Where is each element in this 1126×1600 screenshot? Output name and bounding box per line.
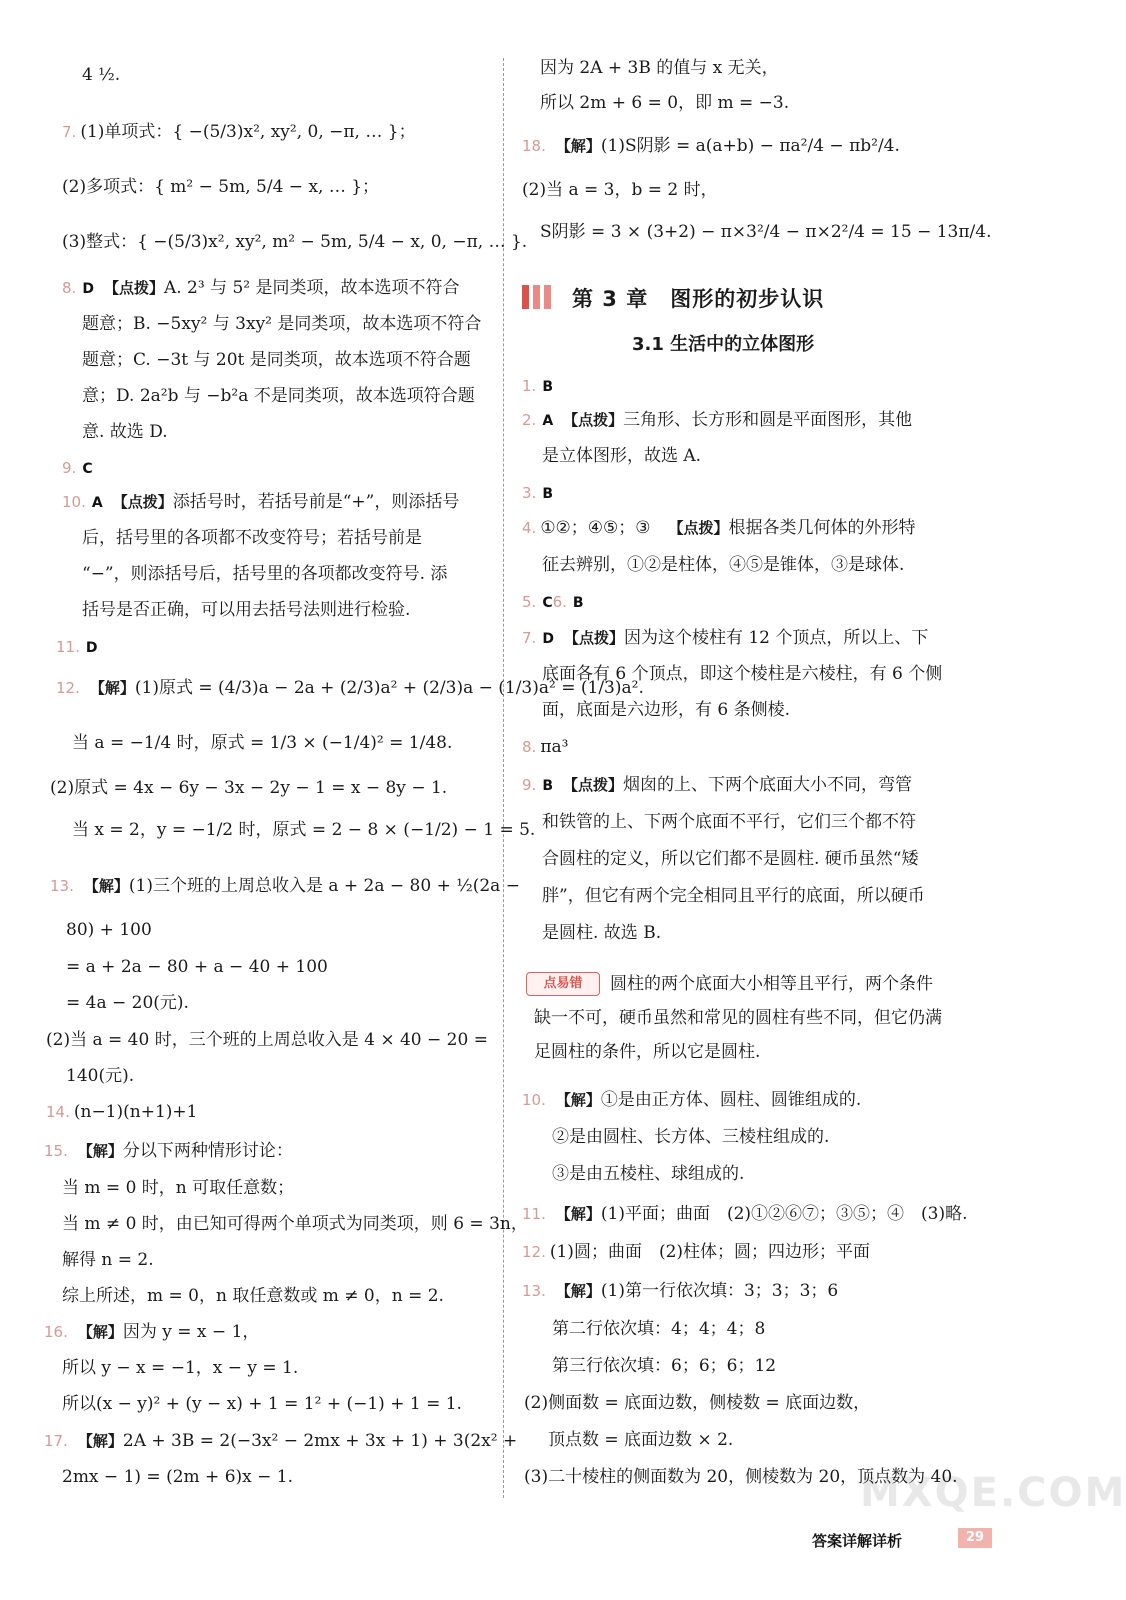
- left-answer-line: [72, 733, 452, 754]
- question-number: 14.: [46, 1103, 70, 1121]
- left-answer-line: [82, 65, 120, 86]
- answer-text: 2A + 3B = 2(−3x² − 2mx + 3x + 1) + 3(2x² +: [122, 1431, 518, 1451]
- right-answer-line: [552, 1164, 744, 1185]
- right-answer-line: [552, 1356, 776, 1377]
- answer-choice: C: [542, 595, 553, 611]
- answer-text: (2)原式 = 4x − 6y − 3x − 2y − 1 = x − 8y − 1.: [50, 778, 448, 798]
- hint-tag: 【解】: [89, 679, 135, 697]
- left-answer-line: [72, 820, 535, 841]
- question-number: 3.: [522, 484, 537, 502]
- answer-text: (1)平面；曲面 (2)①②⑥⑦；③⑤；④ (3)略.: [600, 1204, 968, 1224]
- right-answer-line: [522, 483, 553, 504]
- left-answer-line: [82, 386, 475, 407]
- left-answer-line: [66, 993, 189, 1014]
- footer-label: 答案详解详析: [812, 1532, 903, 1550]
- chapter-bars-decoration: [522, 285, 555, 314]
- right-answer-line: [522, 180, 718, 201]
- right-answer-line: [542, 664, 942, 685]
- left-answer-line: [82, 528, 422, 549]
- left-answer-line: [50, 876, 520, 897]
- hint-tag: 【点拨】: [112, 493, 173, 511]
- right-answer-line: [610, 974, 933, 995]
- right-answer-line: [534, 1042, 760, 1063]
- answer-text: 因为 2A + 3B 的值与 x 无关，: [540, 58, 779, 78]
- answer-text: 足圆柱的条件，所以它是圆柱.: [534, 1042, 761, 1062]
- right-answer-line: [522, 592, 584, 613]
- answer-text: 后，括号里的各项都不改变符号；若括号前是: [82, 528, 422, 548]
- hint-tag: 【点拨】: [668, 519, 729, 537]
- question-number: 16.: [44, 1323, 68, 1341]
- hint-tag: 【解】: [77, 1432, 123, 1450]
- answer-choice: B: [542, 486, 553, 502]
- answer-choice: A: [542, 413, 554, 429]
- answer-text: = a + 2a − 80 + a − 40 + 100: [66, 957, 328, 977]
- right-answer-line: [542, 886, 925, 907]
- left-answer-line: [46, 1102, 197, 1123]
- question-number: 8.: [522, 738, 537, 756]
- answer-choice: A: [91, 495, 103, 511]
- watermark: MXQE.COM: [860, 1470, 1126, 1516]
- answer-text: 意；D. 2a²b 与 −b²a 不是同类项，故本选项符合题: [82, 386, 475, 406]
- answer-text: 添括号时，若括号前是“+”，则添括号: [172, 492, 460, 512]
- hint-tag: 【解】: [77, 1323, 123, 1341]
- answer-choice: D: [542, 631, 554, 647]
- answer-text: ③是由五棱柱、球组成的.: [552, 1164, 745, 1184]
- left-answer-line: [62, 1394, 462, 1415]
- left-answer-line: [62, 1358, 298, 1379]
- answer-text: “−”，则添括号后，括号里的各项都改变符号. 添: [82, 564, 448, 584]
- question-number: 7.: [522, 629, 537, 647]
- section-title: 3.1 生活中的立体图形: [632, 334, 815, 355]
- right-answer-line: [522, 1204, 968, 1225]
- answer-text: 因为这个棱柱有 12 个顶点，所以上、下: [623, 628, 929, 648]
- question-number: 6.: [552, 593, 567, 611]
- right-answer-line: [522, 1090, 861, 1111]
- question-number: 7.: [62, 123, 77, 141]
- right-answer-line: [548, 1430, 733, 1451]
- hint-tag: 【点拨】: [562, 776, 623, 794]
- answer-choice: D: [85, 640, 98, 656]
- answer-text: 征去辨别，①②是柱体，④⑤是锥体，③是球体.: [542, 555, 905, 575]
- answer-text: (1)三个班的上周总收入是 a + 2a − 80 + ½(2a −: [128, 876, 520, 896]
- question-number: 12.: [522, 1243, 546, 1261]
- answer-text: 缺一不可，硬币虽然和常见的圆柱有些不同，但它仍满: [534, 1008, 942, 1028]
- left-answer-line: [66, 957, 328, 978]
- left-answer-line: [50, 778, 447, 799]
- question-number: 17.: [44, 1432, 68, 1450]
- right-answer-line: [522, 136, 900, 157]
- right-answer-line: [542, 923, 661, 944]
- hint-tag: 【解】: [83, 877, 129, 895]
- right-answer-line: [542, 446, 701, 467]
- left-answer-line: [62, 458, 93, 479]
- right-answer-line: [540, 58, 779, 79]
- answer-text: (1)S阴影 = a(a+b) − πa²/4 − πb²/4.: [600, 136, 900, 156]
- answer-text: πa³: [540, 737, 569, 757]
- question-number: 18.: [522, 137, 546, 155]
- chapter-heading: [522, 283, 1022, 313]
- answer-text: ①②；④⑤；③: [540, 518, 651, 538]
- answer-text: (1)原式 = (4/3)a − 2a + (2/3)a² + (2/3)a − (1/3)a² = (1/3)a².: [134, 678, 644, 698]
- left-answer-line: [82, 422, 168, 443]
- question-number: 13.: [522, 1282, 546, 1300]
- answer-text: (3)二十棱柱的侧面数为 20，侧棱数为 20，顶点数为 40.: [524, 1467, 958, 1487]
- left-answer-line: [62, 232, 527, 253]
- answer-text: 圆柱的两个底面大小相等且平行，两个条件: [610, 974, 933, 994]
- right-answer-line: [534, 1008, 942, 1029]
- answer-text: 是圆柱. 故选 B.: [542, 923, 662, 943]
- right-answer-line: [522, 628, 928, 649]
- answer-text: 解得 n = 2.: [62, 1250, 154, 1270]
- answer-text: 所以(x − y)² + (y − x) + 1 = 1² + (−1) + 1 = 1.: [62, 1394, 462, 1414]
- answer-text: 胖”，但它有两个完全相同且平行的底面，所以硬币: [542, 886, 925, 906]
- right-answer-line: [522, 737, 568, 758]
- answer-text: (3)整式：{ −(5/3)x², xy², m² − 5m, 5/4 − x, 0, −π, … }.: [62, 232, 528, 252]
- error-note-badge: 点易错: [526, 972, 600, 996]
- question-number: 10.: [522, 1091, 546, 1109]
- answer-text: 140(元).: [66, 1066, 135, 1086]
- right-answer-line: [552, 1127, 829, 1148]
- answer-text: ②是由圆柱、长方体、三棱柱组成的.: [552, 1127, 830, 1147]
- hint-tag: 【解】: [555, 1205, 601, 1223]
- answer-text: A. 2³ 与 5² 是同类项，故本选项不符合: [163, 278, 460, 298]
- answer-text: 4 ½.: [82, 65, 121, 85]
- answer-text: 当 m ≠ 0 时，由已知可得两个单项式为同类项，则 6 = 3n，: [62, 1214, 528, 1234]
- left-answer-line: [62, 122, 416, 143]
- left-answer-line: [62, 177, 379, 198]
- answer-text: 综上所述，m = 0，n 取任意数或 m ≠ 0，n = 2.: [62, 1286, 444, 1306]
- answer-text: 2mx − 1) = (2m + 6)x − 1.: [62, 1467, 294, 1487]
- answer-choice: C: [82, 461, 93, 477]
- chapter-title: 第 3 章 图形的初步认识: [572, 287, 825, 311]
- answer-choice: B: [542, 379, 553, 395]
- right-answer-line: [522, 1242, 870, 1263]
- question-number: 9.: [62, 459, 77, 477]
- left-answer-line: [82, 600, 410, 621]
- right-answer-line: [522, 1281, 838, 1302]
- left-answer-line: [82, 350, 471, 371]
- question-number: 13.: [50, 877, 74, 895]
- answer-text: (1)圆；曲面 (2)柱体；圆；四边形；平面: [549, 1242, 871, 1262]
- right-answer-line: [542, 555, 904, 576]
- left-answer-line: [46, 1030, 488, 1051]
- answer-text: 烟囱的上、下两个底面大小不同，弯管: [623, 775, 912, 795]
- question-number: 1.: [522, 377, 537, 395]
- answer-text: 面，底面是六边形，有 6 条侧棱.: [542, 700, 791, 720]
- question-number: 10.: [62, 493, 86, 511]
- hint-tag: 【点拨】: [103, 279, 164, 297]
- answer-text: 因为 y = x − 1，: [122, 1322, 260, 1342]
- left-answer-line: [66, 1066, 134, 1087]
- question-number: 8.: [62, 279, 77, 297]
- right-answer-line: [524, 1467, 958, 1488]
- left-answer-line: [66, 920, 152, 941]
- answer-text: 当 a = −1/4 时，原式 = 1/3 × (−1/4)² = 1/48.: [72, 733, 453, 753]
- right-answer-line: [542, 700, 790, 721]
- left-answer-line: [62, 1250, 154, 1271]
- left-answer-line: [44, 1322, 259, 1343]
- answer-text: 第二行依次填：4；4；4；8: [552, 1319, 766, 1339]
- answer-text: (2)当 a = 40 时，三个班的上周总收入是 4 × 40 − 20 =: [46, 1030, 488, 1050]
- answer-text: 和铁管的上、下两个底面不平行，它们三个都不符: [542, 812, 916, 832]
- answer-choice: B: [572, 595, 584, 611]
- answer-text: 底面各有 6 个顶点，即这个棱柱是六棱柱，有 6 个侧: [542, 664, 943, 684]
- answer-text: 分以下两种情形讨论：: [122, 1141, 293, 1161]
- answer-choice: D: [82, 281, 94, 297]
- answer-text: (2)当 a = 3，b = 2 时，: [522, 180, 718, 200]
- right-answer-line: [552, 1319, 765, 1340]
- left-answer-line: [62, 492, 459, 513]
- answer-text: 所以 y − x = −1，x − y = 1.: [62, 1358, 299, 1378]
- answer-text: 所以 2m + 6 = 0，即 m = −3.: [540, 93, 790, 113]
- answer-text: 意. 故选 D.: [82, 422, 168, 442]
- right-answer-line: [524, 1393, 870, 1414]
- answer-text: (n−1)(n+1)+1: [73, 1102, 198, 1122]
- answer-text: 根据各类几何体的外形特: [728, 518, 916, 538]
- hint-tag: 【解】: [555, 137, 601, 155]
- answer-text: 合圆柱的定义，所以它们都不是圆柱. 硬币虽然“矮: [542, 849, 919, 869]
- hint-tag: 【解】: [77, 1142, 123, 1160]
- question-number: 4.: [522, 519, 537, 537]
- answer-text: 当 m = 0 时，n 可取任意数；: [62, 1178, 295, 1198]
- answer-text: (1)单项式：{ −(5/3)x², xy², 0, −π, … }；: [80, 122, 416, 142]
- answer-choice: B: [542, 778, 553, 794]
- answer-text: S阴影 = 3 × (3+2) − π×3²/4 − π×2²/4 = 15 − 13π/4.: [540, 222, 992, 242]
- answer-text: (2)侧面数 = 底面边数，侧棱数 = 底面边数，: [524, 1393, 871, 1413]
- answer-text: ①是由正方体、圆柱、圆锥组成的.: [600, 1090, 862, 1110]
- answer-text: (1)第一行依次填：3；3；3；6: [600, 1281, 839, 1301]
- answer-text: (2)多项式：{ m² − 5m, 5/4 − x, … }；: [62, 177, 380, 197]
- left-answer-line: [56, 637, 97, 658]
- answer-text: 三角形、长方形和圆是平面图形，其他: [623, 410, 913, 430]
- answer-text: 括号是否正确，可以用去括号法则进行检验.: [82, 600, 411, 620]
- column-divider: [503, 58, 504, 1498]
- left-answer-line: [62, 278, 460, 299]
- right-answer-line: [540, 222, 991, 243]
- right-answer-line: [522, 775, 912, 796]
- answer-text: 是立体图形，故选 A.: [542, 446, 702, 466]
- right-answer-line: [540, 93, 789, 114]
- answer-text: 第三行依次填：6；6；6；12: [552, 1356, 777, 1376]
- right-answer-line: [522, 376, 553, 397]
- answer-text: 顶点数 = 底面边数 × 2.: [548, 1430, 734, 1450]
- page-number: 29: [958, 1528, 992, 1548]
- answer-text: 题意；B. −5xy² 与 3xy² 是同类项，故本选项不符合: [82, 314, 482, 334]
- hint-tag: 【点拨】: [563, 411, 624, 429]
- right-answer-line: [542, 812, 916, 833]
- left-answer-line: [44, 1141, 293, 1162]
- question-number: 15.: [44, 1142, 68, 1160]
- left-answer-line: [62, 1178, 294, 1199]
- question-number: 11.: [522, 1205, 546, 1223]
- right-answer-line: [522, 410, 912, 431]
- answer-text: = 4a − 20(元).: [66, 993, 189, 1013]
- left-answer-line: [44, 1431, 517, 1452]
- left-answer-line: [82, 564, 447, 585]
- question-number: 12.: [56, 679, 80, 697]
- question-number: 5.: [522, 593, 537, 611]
- answer-text: 题意；C. −3t 与 20t 是同类项，故本选项不符合题: [82, 350, 471, 370]
- answer-text: 80) + 100: [66, 920, 152, 940]
- answer-text: 当 x = 2，y = −1/2 时，原式 = 2 − 8 × (−1/2) − 1 = 5.: [72, 820, 536, 840]
- left-answer-line: [62, 1214, 528, 1235]
- right-answer-line: [522, 518, 916, 539]
- left-answer-line: [62, 1286, 444, 1307]
- question-number: 11.: [56, 638, 80, 656]
- hint-tag: 【解】: [555, 1091, 601, 1109]
- question-number: 9.: [522, 776, 537, 794]
- question-number: 2.: [522, 411, 537, 429]
- left-answer-line: [82, 314, 481, 335]
- left-answer-line: [62, 1467, 293, 1488]
- right-answer-line: [542, 849, 919, 870]
- hint-tag: 【解】: [555, 1282, 601, 1300]
- hint-tag: 【点拨】: [563, 629, 624, 647]
